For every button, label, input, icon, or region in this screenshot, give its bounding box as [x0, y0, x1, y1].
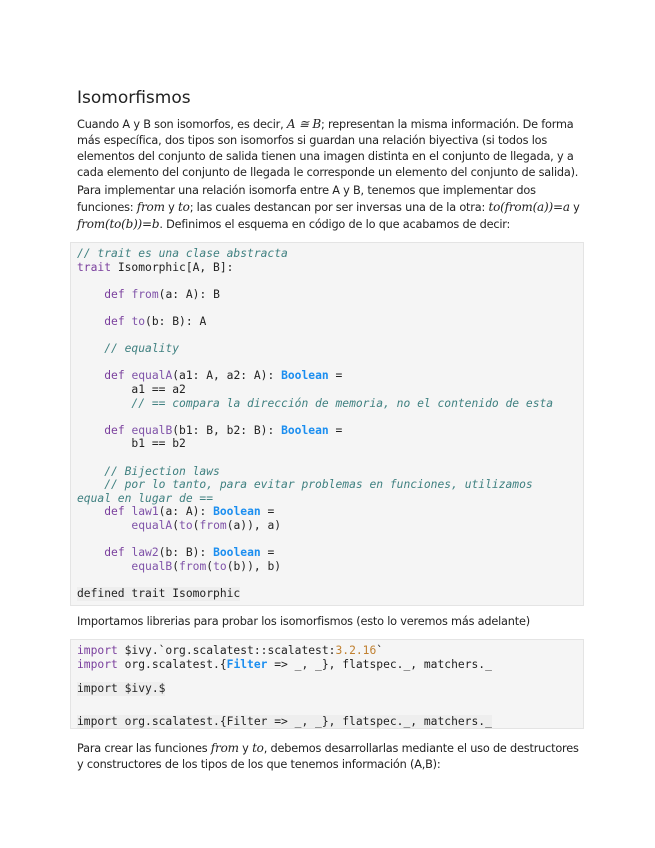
math-from: from — [210, 741, 239, 755]
output-line: import org.scalatest.{Filter => _, _}, flatspec._, matchers._ — [77, 714, 492, 728]
code-line — [77, 342, 583, 356]
code-line — [77, 247, 583, 261]
text: Cuando A y B son isomorfos, es decir, — [77, 118, 287, 131]
code-text: ( — [192, 518, 200, 532]
function-name: equalA — [131, 518, 173, 532]
constructors-paragraph — [77, 740, 582, 773]
comment: // equality — [104, 342, 180, 356]
code-text: (a: A): B — [158, 287, 220, 301]
code-line — [77, 644, 583, 658]
type-name: Boolean — [213, 546, 261, 560]
text: ; las cuales destancan por ser inversas una de la otra: — [189, 201, 489, 214]
code-text: = — [260, 505, 275, 519]
code-line — [77, 560, 583, 574]
code-text: b1 == b2 — [77, 437, 186, 451]
math-to: to — [252, 741, 264, 755]
text: , debemos desarrollarlas mediante el uso de destructores y constructores de los tipos de los que tenemos información (A,B): — [77, 742, 579, 771]
code-text: ` — [376, 644, 384, 657]
type-name: Filter — [226, 657, 268, 671]
code-text: Isomorphic[A, B]: — [111, 260, 234, 274]
code-line — [77, 301, 583, 315]
code-text: ( — [172, 518, 180, 532]
text: y — [238, 742, 253, 755]
code-text — [77, 424, 104, 437]
code-text: (a1: A, a2: A): — [172, 369, 282, 383]
math-from: from — [136, 200, 165, 214]
keyword: def — [104, 505, 125, 519]
function-name: equalB — [131, 423, 173, 437]
keyword: def — [104, 287, 125, 301]
output-line: defined trait Isomorphic — [77, 587, 241, 601]
code-text: => _, _}, flatspec._, matchers._ — [267, 657, 492, 671]
code-line — [77, 451, 583, 465]
math-isomorphism: A ≅ B — [286, 117, 322, 131]
text: . Definimos el esquema en código de lo que acabamos de decir: — [159, 218, 511, 231]
code-input[interactable] — [71, 640, 583, 671]
comment: equal en lugar de == — [77, 491, 214, 505]
intro-paragraph — [77, 116, 582, 181]
code-text: $ivy.`org.scalatest::scalatest: — [117, 644, 336, 657]
code-text — [77, 369, 104, 382]
type-name: Boolean — [281, 369, 329, 383]
code-line — [77, 505, 583, 519]
code-text — [77, 342, 104, 355]
type-name: Boolean — [281, 423, 329, 437]
comment: // trait es una clase abstracta — [77, 247, 288, 260]
code-text: (a)), a) — [226, 518, 282, 532]
function-name: from — [179, 559, 207, 573]
keyword: def — [104, 546, 125, 560]
function-name: equalB — [131, 559, 173, 573]
code-line — [77, 356, 583, 370]
code-text: (b: B): — [158, 546, 214, 560]
function-name: equalA — [131, 369, 173, 383]
keyword: trait — [77, 260, 112, 274]
code-text: (b: B): A — [145, 314, 207, 328]
code-text: ( — [206, 559, 214, 573]
math-to: to — [178, 200, 190, 214]
code-text: (b1: B, b2: B): — [172, 423, 282, 437]
function-name: law2 — [131, 546, 159, 560]
text: Para implementar una relación isomorfa entre A y B, tenemos que implementar dos funciones: — [77, 184, 536, 214]
code-text — [77, 288, 104, 301]
function-name: from — [199, 518, 227, 532]
code-line — [77, 315, 583, 329]
code-line — [77, 329, 583, 343]
code-text: = — [328, 369, 343, 383]
code-line — [77, 478, 583, 492]
comment: // == compara la dirección de memoria, no el contenido de esta — [131, 396, 554, 410]
code-line — [77, 397, 583, 411]
output-line: import $ivy.$ — [77, 682, 166, 696]
keyword: def — [104, 369, 125, 383]
keyword: def — [104, 423, 125, 437]
text: y — [569, 201, 580, 214]
code-text: = — [260, 546, 275, 560]
code-text — [77, 397, 131, 410]
code-text — [77, 560, 131, 573]
code-text: ( — [172, 559, 180, 573]
code-line — [77, 288, 583, 302]
code-line — [77, 658, 583, 672]
text: ; representan la misma información. De forma más específica, dos tipos son isomorfos si guardan una relación biyectiva (si todos los elementos del conjunto de salida tienen una imagen distinta en el conjunto de llegada, y a cada elemento del conjunto de llegada le corresponde un elemento del conjunto de salida). — [77, 118, 579, 179]
code-cell-trait[interactable] — [70, 242, 584, 606]
keyword: import — [77, 657, 118, 671]
math-law1: to(from(a))=a — [488, 200, 570, 214]
code-text: (b)), b) — [226, 559, 282, 573]
imports-paragraph: Importamos librerias para probar los isomorfismos (esto lo veremos más adelante) — [77, 615, 530, 628]
function-name: to — [179, 518, 193, 532]
code-line — [77, 532, 583, 546]
code-line — [77, 261, 583, 275]
cell-output — [71, 582, 583, 601]
code-input[interactable] — [71, 243, 583, 573]
code-line — [77, 274, 583, 288]
function-name: to — [131, 314, 146, 328]
code-cell-imports[interactable] — [70, 639, 584, 729]
functions-paragraph — [77, 183, 582, 233]
code-line — [77, 369, 583, 383]
code-line — [77, 465, 583, 479]
function-name: from — [131, 287, 159, 301]
type-name: Boolean — [213, 505, 261, 519]
code-line — [77, 492, 583, 506]
code-text: (a: A): — [158, 505, 214, 519]
text: Para crear las funciones — [77, 742, 211, 755]
comment: // Bijection laws — [104, 464, 220, 478]
code-line — [77, 424, 583, 438]
number-literal: 3.2.16 — [335, 644, 377, 657]
text: y — [164, 201, 179, 214]
keyword: def — [104, 314, 125, 328]
code-text — [77, 546, 104, 559]
code-text — [77, 478, 104, 491]
section-heading: Isomorfismos — [77, 88, 191, 108]
code-text — [77, 505, 104, 518]
code-line — [77, 519, 583, 533]
code-text: a1 == a2 — [77, 382, 186, 396]
code-line — [77, 437, 583, 451]
code-text — [77, 519, 131, 532]
code-line — [77, 410, 583, 424]
comment: // por lo tanto, para evitar problemas en funciones, utilizamos — [104, 478, 533, 492]
code-line — [77, 383, 583, 397]
code-text: org.scalatest.{ — [117, 657, 227, 671]
function-name: to — [213, 559, 227, 573]
function-name: law1 — [131, 505, 159, 519]
code-line — [77, 546, 583, 560]
code-text: = — [328, 423, 343, 437]
math-law2: from(to(b))=b — [77, 217, 160, 231]
code-text — [77, 465, 104, 478]
keyword: import — [77, 644, 118, 657]
cell-output — [71, 677, 583, 729]
code-text — [77, 315, 104, 328]
